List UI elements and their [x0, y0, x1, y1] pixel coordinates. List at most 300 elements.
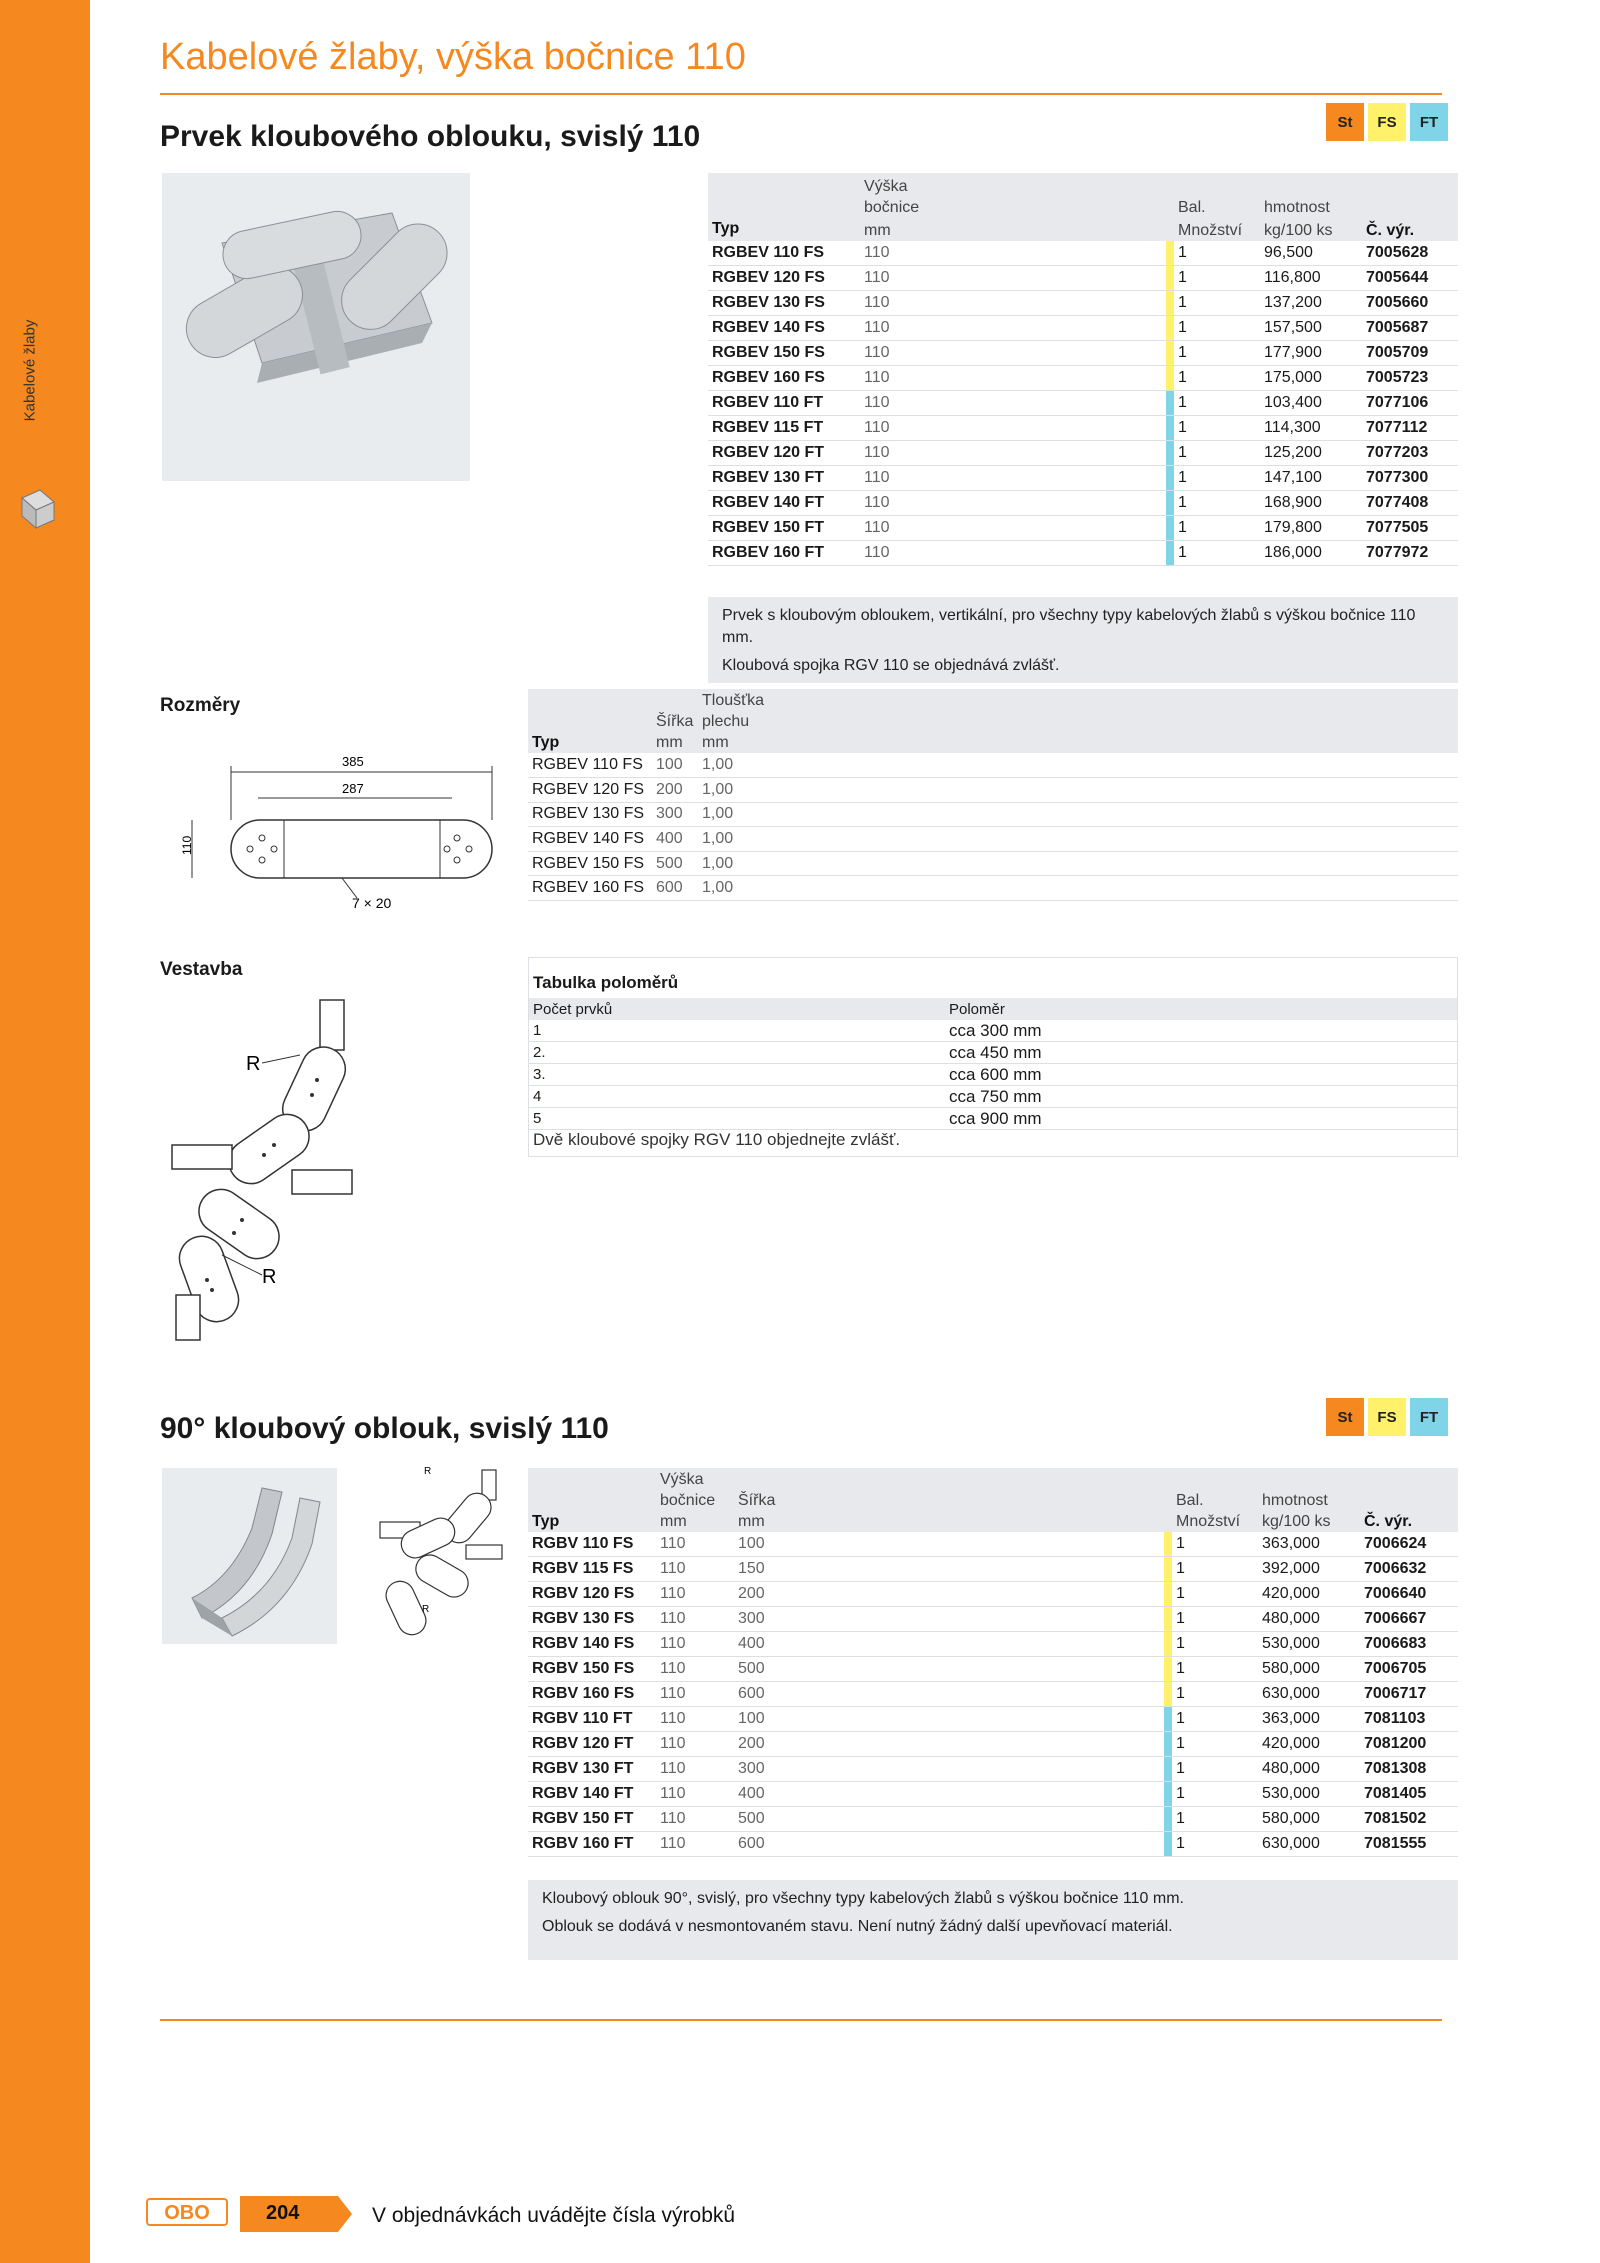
table-row: [528, 1682, 1458, 1707]
cell-vyska: 110: [860, 241, 938, 266]
dim-287: 287: [342, 781, 364, 796]
cell-vyska: 110: [656, 1757, 734, 1782]
cell-sirka: 400: [734, 1632, 884, 1657]
finish-badges: [1326, 1398, 1448, 1436]
table-row: [528, 1557, 1458, 1582]
cell-cislo: 7006640: [1360, 1582, 1458, 1607]
side-section-label: Kabelové žlaby: [21, 319, 39, 421]
cell-vyska: 110: [656, 1732, 734, 1757]
cell-cislo: 7006705: [1360, 1657, 1458, 1682]
cell-typ: RGBV 120 FT: [528, 1732, 656, 1757]
table-row: [528, 876, 1458, 901]
badge-fs: FS: [1368, 1398, 1406, 1436]
note-text: Kloubový oblouk 90°, svislý, pro všechny typy kabelových žlabů s výškou bočnice 110 mm.: [542, 1890, 1184, 1907]
cell-empty: [884, 1582, 1164, 1607]
cell-typ: RGBV 150 FT: [528, 1807, 656, 1832]
cell-polomer: cca 750 mm: [949, 1087, 1042, 1106]
side-stripe: [0, 0, 90, 2263]
cell-pocet: 1: [533, 1022, 542, 1039]
footer-text: V objednávkách uvádějte čísla výrobků: [372, 2204, 736, 2227]
cell-typ: RGBV 115 FS: [528, 1557, 656, 1582]
cell-pocet: 3.: [533, 1066, 546, 1083]
dimensions-table: [528, 689, 1458, 901]
col-header-plechu: plechu: [698, 711, 1458, 732]
cell-typ: RGBEV 110 FS: [528, 753, 652, 778]
col-header-bal: Bal.: [1172, 1490, 1258, 1511]
cell-typ: RGBV 140 FT: [528, 1782, 656, 1807]
finish-marker: [1164, 1607, 1172, 1632]
finish-marker: [1166, 491, 1174, 516]
cell-hmotnost: 363,000: [1258, 1707, 1360, 1732]
cell-empty: [884, 1807, 1164, 1832]
radius-label: R: [246, 1053, 261, 1075]
finish-marker: [1164, 1807, 1172, 1832]
title-divider: [160, 93, 1442, 95]
cell-typ: RGBEV 160 FS: [708, 366, 860, 391]
table-row: [528, 1782, 1458, 1807]
cell-bal: 1: [1174, 266, 1260, 291]
cell-empty: [938, 341, 1166, 366]
cell-cislo: 7006667: [1360, 1607, 1458, 1632]
radius-table-header: [529, 998, 1457, 1020]
cell-sirka: 200: [652, 778, 698, 803]
cell-hmotnost: 630,000: [1258, 1682, 1360, 1707]
cell-cislo: 7005723: [1362, 366, 1458, 391]
table-row: [708, 316, 1458, 341]
cell-bal: 1: [1172, 1607, 1258, 1632]
logo-text: OBO: [164, 2202, 210, 2224]
obo-logo: [146, 2198, 228, 2226]
cell-hmotnost: 580,000: [1258, 1657, 1360, 1682]
cell-typ: RGBEV 110 FT: [708, 391, 860, 416]
cable-tray-icon: [18, 488, 58, 532]
cell-bal: 1: [1174, 491, 1260, 516]
col-header-typ: Typ: [528, 732, 652, 753]
dim-holes: 7 × 20: [352, 895, 392, 911]
cell-empty: [884, 1607, 1164, 1632]
cell-empty: [884, 1682, 1164, 1707]
table-row: [708, 266, 1458, 291]
cell-hmotnost: 116,800: [1260, 266, 1362, 291]
radius-table-box: [528, 957, 1458, 1157]
col-header-bal: Bal.: [1174, 197, 1260, 218]
cell-hmotnost: 179,800: [1260, 516, 1362, 541]
cell-tloustka: 1,00: [698, 802, 1458, 827]
cell-hmotnost: 137,200: [1260, 291, 1362, 316]
finish-marker: [1164, 1657, 1172, 1682]
cell-empty: [884, 1632, 1164, 1657]
cell-sirka: 600: [652, 876, 698, 901]
col-header-sirka: Šířka: [734, 1490, 884, 1511]
cell-bal: 1: [1174, 316, 1260, 341]
cell-hmotnost: 480,000: [1258, 1757, 1360, 1782]
table-row: [528, 1607, 1458, 1632]
cell-sirka: 300: [652, 802, 698, 827]
cell-vyska: 110: [860, 516, 938, 541]
cell-typ: RGBEV 140 FS: [708, 316, 860, 341]
finish-marker: [1166, 266, 1174, 291]
cell-typ: RGBV 130 FT: [528, 1757, 656, 1782]
cell-typ: RGBEV 160 FT: [708, 541, 860, 566]
radius-rows: [529, 1020, 1457, 1130]
cell-bal: 1: [1172, 1582, 1258, 1607]
cell-typ: RGBEV 150 FS: [708, 341, 860, 366]
col-header-vyska: Výška: [860, 173, 938, 197]
cell-bal: 1: [1172, 1657, 1258, 1682]
section-title-element: Prvek kloubového oblouku, svislý 110: [160, 120, 701, 153]
rozmery-heading: Rozměry: [160, 695, 241, 716]
cell-empty: [884, 1782, 1164, 1807]
table-row: [708, 491, 1458, 516]
dim-385: 385: [342, 754, 364, 769]
list-item: [529, 1086, 1457, 1108]
cell-typ: RGBV 110 FT: [528, 1707, 656, 1732]
note-text: Kloubová spojka RGV 110 se objednává zvlášť.: [722, 657, 1060, 674]
cell-typ: RGBEV 110 FS: [708, 241, 860, 266]
cell-hmotnost: 630,000: [1258, 1832, 1360, 1857]
cell-bal: 1: [1172, 1557, 1258, 1582]
cell-vyska: 110: [656, 1557, 734, 1582]
cell-vyska: 110: [860, 391, 938, 416]
radius-label: R: [422, 1604, 430, 1615]
table-row: [708, 541, 1458, 566]
cell-vyska: 110: [656, 1632, 734, 1657]
cell-hmotnost: 168,900: [1260, 491, 1362, 516]
finish-marker: [1166, 291, 1174, 316]
dim-110: 110: [180, 835, 194, 855]
cell-empty: [938, 541, 1166, 566]
cell-hmotnost: 177,900: [1260, 341, 1362, 366]
cell-empty: [884, 1707, 1164, 1732]
cell-sirka: 150: [734, 1557, 884, 1582]
col-header-kg: kg/100 ks: [1258, 1511, 1360, 1532]
cell-polomer: cca 600 mm: [949, 1065, 1042, 1084]
note-text: Oblouk se dodává v nesmontovaném stavu. Není nutný žádný další upevňovací materiál.: [542, 1918, 1173, 1935]
cell-tloustka: 1,00: [698, 827, 1458, 852]
table-row: [528, 802, 1458, 827]
table-row: [528, 1632, 1458, 1657]
cell-cislo: 7077112: [1362, 416, 1458, 441]
col-header-tloustka: Tloušťka: [698, 689, 1458, 711]
badge-fs: FS: [1368, 103, 1406, 141]
table-row: [708, 516, 1458, 541]
cell-bal: 1: [1174, 441, 1260, 466]
cell-bal: 1: [1172, 1757, 1258, 1782]
product-table-2: [528, 1468, 1458, 1857]
cell-cislo: 7077203: [1362, 441, 1458, 466]
badge-st: St: [1326, 103, 1364, 141]
col-header-typ: Typ: [708, 218, 860, 241]
table-row: [528, 778, 1458, 803]
cell-cislo: 7077300: [1362, 466, 1458, 491]
cell-cislo: 7077106: [1362, 391, 1458, 416]
cell-empty: [884, 1557, 1164, 1582]
table-row: [528, 851, 1458, 876]
cell-vyska: 110: [656, 1782, 734, 1807]
cell-sirka: 300: [734, 1757, 884, 1782]
cell-hmotnost: 114,300: [1260, 416, 1362, 441]
cell-bal: 1: [1172, 1807, 1258, 1832]
note-text: Prvek s kloubovým obloukem, vertikální, pro všechny typy kabelových žlabů s výškou bočnice 110 mm.: [722, 607, 1416, 646]
cell-empty: [938, 441, 1166, 466]
cell-bal: 1: [1174, 541, 1260, 566]
cell-sirka: 100: [652, 753, 698, 778]
cell-cislo: 7005687: [1362, 316, 1458, 341]
cell-typ: RGBEV 140 FS: [528, 827, 652, 852]
note-box-2: [528, 1880, 1458, 1960]
cell-vyska: 110: [860, 266, 938, 291]
cell-cislo: 7077408: [1362, 491, 1458, 516]
cell-cislo: 7077505: [1362, 516, 1458, 541]
col-header-sirka: Šířka: [652, 711, 698, 732]
table-row: [708, 241, 1458, 266]
cell-vyska: 110: [860, 316, 938, 341]
cell-empty: [938, 491, 1166, 516]
col-header-mnozstvi: Množství: [1172, 1511, 1258, 1532]
col-header-mm: mm: [698, 732, 1458, 753]
finish-marker: [1166, 466, 1174, 491]
cell-cislo: 7081555: [1360, 1832, 1458, 1857]
cell-vyska: 110: [860, 491, 938, 516]
finish-marker: [1166, 241, 1174, 266]
finish-marker: [1164, 1782, 1172, 1807]
cell-typ: RGBV 110 FS: [528, 1532, 656, 1557]
cell-bal: 1: [1172, 1707, 1258, 1732]
cell-bal: 1: [1174, 516, 1260, 541]
cell-hmotnost: 147,100: [1260, 466, 1362, 491]
finish-marker: [1164, 1732, 1172, 1757]
col-header-mm: mm: [734, 1511, 884, 1532]
col-header-polomer: Poloměr: [949, 1001, 1005, 1018]
table-row: [708, 291, 1458, 316]
cell-hmotnost: 580,000: [1258, 1807, 1360, 1832]
cell-bal: 1: [1172, 1632, 1258, 1657]
cell-cislo: 7081405: [1360, 1782, 1458, 1807]
table-row: [528, 827, 1458, 852]
cell-empty: [938, 291, 1166, 316]
finish-marker: [1164, 1707, 1172, 1732]
section-title-element: 90° kloubový oblouk, svislý 110: [160, 1412, 609, 1445]
col-header-pocet: Počet prvků: [533, 1001, 613, 1018]
table-row: [528, 1582, 1458, 1607]
cell-typ: RGBEV 120 FS: [528, 778, 652, 803]
cell-tloustka: 1,00: [698, 778, 1458, 803]
cell-empty: [938, 391, 1166, 416]
cell-sirka: 600: [734, 1682, 884, 1707]
table-row: [708, 391, 1458, 416]
cell-tloustka: 1,00: [698, 753, 1458, 778]
col-header-cvyr: Č. výr.: [1362, 218, 1458, 241]
cell-bal: 1: [1174, 391, 1260, 416]
cell-hmotnost: 103,400: [1260, 391, 1362, 416]
col-header-mm: mm: [652, 732, 698, 753]
cell-hmotnost: 480,000: [1258, 1607, 1360, 1632]
radius-label: R: [424, 1466, 432, 1477]
cell-hmotnost: 125,200: [1260, 441, 1362, 466]
cell-bal: 1: [1174, 341, 1260, 366]
finish-marker: [1166, 366, 1174, 391]
page-number: 204: [266, 2202, 300, 2224]
list-item: [529, 1064, 1457, 1086]
finish-badges: [1326, 103, 1448, 141]
cell-tloustka: 1,00: [698, 851, 1458, 876]
cell-sirka: 100: [734, 1532, 884, 1557]
col-header-bocnice: bočnice: [860, 197, 938, 218]
cell-vyska: 110: [656, 1682, 734, 1707]
list-item: [529, 1020, 1457, 1042]
badge-st: St: [1326, 1398, 1364, 1436]
cell-typ: RGBV 140 FS: [528, 1632, 656, 1657]
cell-vyska: 110: [656, 1582, 734, 1607]
finish-marker: [1164, 1582, 1172, 1607]
cell-sirka: 500: [652, 851, 698, 876]
table-row: [528, 1657, 1458, 1682]
cell-bal: 1: [1174, 466, 1260, 491]
cell-sirka: 500: [734, 1807, 884, 1832]
cell-bal: 1: [1174, 366, 1260, 391]
radius-note: Dvě kloubové spojky RGV 110 objednejte zvlášť.: [533, 1130, 901, 1149]
col-header-kg: kg/100 ks: [1260, 218, 1362, 241]
finish-marker: [1166, 341, 1174, 366]
cell-hmotnost: 420,000: [1258, 1582, 1360, 1607]
cell-vyska: 110: [860, 541, 938, 566]
finish-marker: [1164, 1532, 1172, 1557]
cell-empty: [938, 266, 1166, 291]
cell-cislo: 7005644: [1362, 266, 1458, 291]
cell-vyska: 110: [656, 1707, 734, 1732]
cell-cislo: 7081103: [1360, 1707, 1458, 1732]
cell-bal: 1: [1172, 1682, 1258, 1707]
table-row: [708, 366, 1458, 391]
cell-hmotnost: 186,000: [1260, 541, 1362, 566]
cell-typ: RGBV 160 FT: [528, 1832, 656, 1857]
cell-vyska: 110: [656, 1607, 734, 1632]
cell-cislo: 7081308: [1360, 1757, 1458, 1782]
cell-sirka: 200: [734, 1732, 884, 1757]
cell-cislo: 7006683: [1360, 1632, 1458, 1657]
cell-sirka: 500: [734, 1657, 884, 1682]
cell-bal: 1: [1174, 416, 1260, 441]
finish-marker: [1166, 316, 1174, 341]
cell-typ: RGBEV 115 FT: [708, 416, 860, 441]
cell-cislo: 7006717: [1360, 1682, 1458, 1707]
note-box-1: [708, 597, 1458, 683]
dimension-drawing: [162, 750, 508, 920]
finish-marker: [1164, 1557, 1172, 1582]
col-header-hmotnost: hmotnost: [1260, 197, 1362, 218]
cell-typ: RGBEV 160 FS: [528, 876, 652, 901]
cell-bal: 1: [1172, 1532, 1258, 1557]
cell-sirka: 600: [734, 1832, 884, 1857]
col-header-mm: mm: [656, 1511, 734, 1532]
cell-polomer: cca 450 mm: [949, 1043, 1042, 1062]
cell-cislo: 7005709: [1362, 341, 1458, 366]
cell-vyska: 110: [656, 1807, 734, 1832]
finish-marker: [1166, 516, 1174, 541]
radius-table-title: Tabulka poloměrů: [533, 973, 679, 992]
cell-typ: RGBV 150 FS: [528, 1657, 656, 1682]
cell-empty: [938, 416, 1166, 441]
table-row: [528, 1532, 1458, 1557]
table-row: [708, 341, 1458, 366]
col-header-typ: Typ: [528, 1511, 656, 1532]
cell-cislo: 7005628: [1362, 241, 1458, 266]
cell-empty: [884, 1657, 1164, 1682]
finish-marker: [1164, 1832, 1172, 1857]
table-row: [528, 1757, 1458, 1782]
col-header-mnozstvi: Množství: [1174, 218, 1260, 241]
col-header-vyska: Výška: [656, 1468, 734, 1490]
finish-marker: [1166, 541, 1174, 566]
cell-typ: RGBEV 120 FS: [708, 266, 860, 291]
finish-marker: [1164, 1757, 1172, 1782]
cell-cislo: 7081502: [1360, 1807, 1458, 1832]
cell-pocet: 4: [533, 1088, 542, 1105]
product-photo-element: [162, 173, 470, 481]
cell-empty: [938, 466, 1166, 491]
cell-vyska: 110: [860, 341, 938, 366]
list-item: [529, 1108, 1457, 1130]
cell-empty: [938, 241, 1166, 266]
cell-cislo: 7081200: [1360, 1732, 1458, 1757]
product-photo-element: [162, 1468, 337, 1644]
col-header-mm: mm: [860, 218, 938, 241]
cell-typ: RGBEV 140 FT: [708, 491, 860, 516]
cell-hmotnost: 175,000: [1260, 366, 1362, 391]
cell-typ: RGBEV 150 FT: [708, 516, 860, 541]
cell-empty: [938, 516, 1166, 541]
cell-empty: [938, 316, 1166, 341]
cell-tloustka: 1,00: [698, 876, 1458, 901]
cell-hmotnost: 96,500: [1260, 241, 1362, 266]
cell-sirka: 400: [734, 1782, 884, 1807]
cell-pocet: 5: [533, 1110, 542, 1127]
cell-empty: [938, 366, 1166, 391]
cell-typ: RGBV 120 FS: [528, 1582, 656, 1607]
table-row: [528, 1807, 1458, 1832]
table-row: [528, 1707, 1458, 1732]
vestavba-heading: Vestavba: [160, 959, 243, 980]
cell-sirka: 200: [734, 1582, 884, 1607]
list-item: [529, 1042, 1457, 1064]
cell-hmotnost: 420,000: [1258, 1732, 1360, 1757]
cell-cislo: 7006632: [1360, 1557, 1458, 1582]
installation-drawing-2: [374, 1460, 504, 1640]
col-header-cvyr: Č. výr.: [1360, 1511, 1458, 1532]
table-row: [708, 416, 1458, 441]
cell-hmotnost: 530,000: [1258, 1782, 1360, 1807]
table-row: [528, 753, 1458, 778]
footer-divider: [160, 2019, 1442, 2021]
cell-typ: RGBEV 130 FS: [528, 802, 652, 827]
cell-vyska: 110: [860, 366, 938, 391]
cell-sirka: 300: [734, 1607, 884, 1632]
cell-cislo: 7077972: [1362, 541, 1458, 566]
cell-hmotnost: 530,000: [1258, 1632, 1360, 1657]
table-row: [708, 441, 1458, 466]
finish-marker: [1166, 391, 1174, 416]
cell-sirka: 100: [734, 1707, 884, 1732]
finish-marker: [1166, 416, 1174, 441]
cell-vyska: 110: [860, 466, 938, 491]
cell-cislo: 7005660: [1362, 291, 1458, 316]
cell-bal: 1: [1174, 241, 1260, 266]
cell-pocet: 2.: [533, 1044, 546, 1061]
cell-typ: RGBEV 130 FS: [708, 291, 860, 316]
finish-marker: [1164, 1632, 1172, 1657]
product-table-1: [708, 173, 1458, 566]
cell-empty: [884, 1732, 1164, 1757]
